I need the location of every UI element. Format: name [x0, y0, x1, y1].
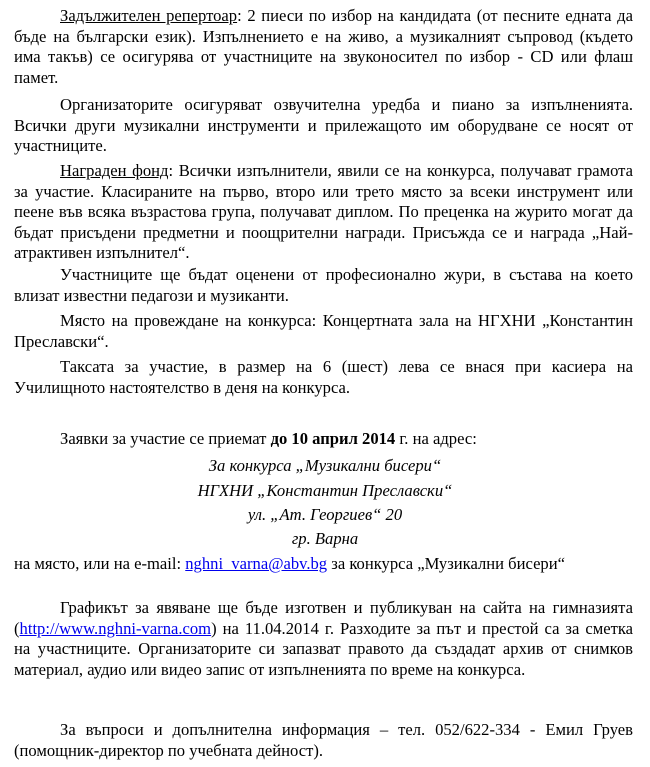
repertoire-paragraph [14, 6, 633, 88]
applications-paragraph [14, 429, 633, 450]
prize-label: Награден фонд [60, 161, 169, 180]
address-line-1: За конкурса „Музикални бисери“ [208, 456, 442, 475]
address-line-2: НГХНИ „Константин Преславски“ [197, 481, 453, 500]
schedule-part-2: ) на 11.04.2014 г. Разходите за път и престой са за сметка на участниците. Организаторите си запазват правото да създадат архив от снимков материал, аудио или видео запис от изпълненията по време на конкурса. [14, 618, 633, 679]
applications-deadline: до 10 април 2014 [270, 429, 396, 448]
fee-paragraph: Таксата за участие, в размер на 6 (шест) лева се внася при касиера на Училищното настоятелство в деня на конкурса. [14, 357, 633, 397]
equipment-paragraph: Организаторите осигуряват озвучителна уредба и пиано за изпълненията. Всички други музикални инструменти и прилежащото им оборудване се носят от участниците. [14, 95, 633, 156]
applications-suffix: г. на адрес: [395, 429, 477, 448]
contact-paragraph: За въпроси и допълнителна информация – тел. 052/622-334 - Емил Груев (помощник-директор по учебната дейност). [14, 720, 633, 760]
email-prefix: на място, или на e-mail: [14, 554, 186, 573]
prize-paragraph [14, 161, 633, 264]
schedule-part-1: Графикът за явяване ще бъде изготвен и публикуван на сайта на гимназията ( [14, 598, 633, 638]
email-link[interactable]: nghni_varna@abv.bg [185, 554, 328, 573]
repertoire-text: : 2 пиеси по избор на кандидата (от песните едната да бъде на български език). Изпълнението е на живо, а музикалният съпровод (където има такъв) се осигурява от участниците на звуконосител по избор - CD или флаш памет. [14, 6, 633, 87]
venue-paragraph: Място на провеждане на конкурса: Концертната зала на НГХНИ „Константин Преславски“. [14, 311, 633, 351]
schedule-paragraph [14, 598, 633, 680]
prize-text: : Всички изпълнители, явили се на конкурса, получават грамота за участие. Класираните на първо, второ или трето място за всеки инструмент или пеене във всяка възрастова група, получават диплом. По преценка на журито могат да бъдат присъдени предметни и поощрителни награди. Присъжда се и награда „Най-атрактивен изпълнител“. [14, 161, 633, 263]
applications-intro: Заявки за участие се приемат [60, 429, 271, 448]
address-line-3: ул. „Ат. Георгиев“ 20 [247, 505, 403, 524]
email-line [14, 554, 633, 575]
website-link[interactable]: http://www.nghni-varna.com [19, 618, 212, 638]
jury-paragraph: Участниците ще бъдат оценени от професионално жури, в състава на което влизат известни педагози и музиканти. [14, 265, 633, 305]
address-line-4: гр. Варна [291, 529, 359, 548]
email-suffix: за конкурса „Музикални бисери“ [327, 554, 565, 573]
repertoire-label: Задължителен репертоар [60, 6, 238, 25]
